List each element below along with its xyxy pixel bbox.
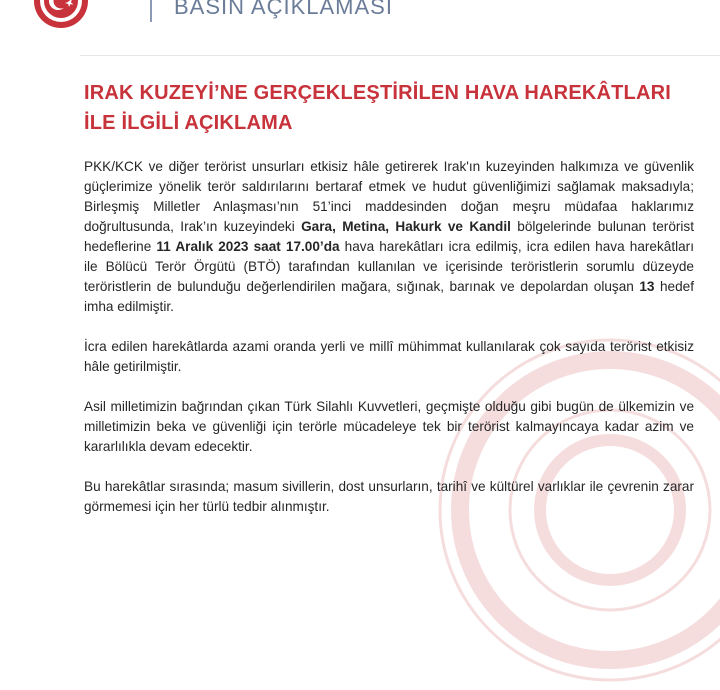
paragraph-1 [84, 157, 694, 317]
p1-text-3: hava harekâtları icra edilmiş, icra edilen hava harekâtları ile Bölücü Terör Örgütü (BTÖ) tarafından kullanılan ve içerisinde teröristlerin sorumlu düzeyde teröristlerin de bulunduğu değerlendirilen mağara, sığınak, barınak ve depolardan oluşan [84, 239, 694, 294]
page-title [84, 78, 684, 138]
p1-bold-count: 13 [639, 279, 655, 294]
header-rule [80, 55, 720, 56]
p1-text-4: hedef imha edilmiştir. [84, 279, 694, 314]
p1-text-1: PKK/KCK ve diğer terörist unsurları etkisiz hâle getirerek Irak'ın kuzeyinden halkımıza ve güvenlik güçlerimize yönelik terör saldırılarını bertaraf etmek ve hudut güvenliğimizi sağlamak maksadıyla; Birleşmiş Milletler Anlaşması’nın 51’inci maddesinden doğan meşru müdafaa haklarımız doğrultusunda, Irak’ın kuzeyindeki [84, 159, 694, 234]
p1-bold-date: 11 Aralık 2023 saat 17.00’da [156, 239, 340, 254]
title-line-2: İLE İLGİLİ AÇIKLAMA [84, 112, 293, 134]
statement-body [84, 157, 694, 537]
p1-text-2: bölgelerinde bulunan terörist hedeflerine [84, 219, 694, 254]
header [0, 0, 720, 20]
title-line-1: IRAK KUZEYİ’NE GERÇEKLEŞTİRİLEN HAVA HAREKÂTLARI [84, 82, 672, 104]
paragraph-2: İcra edilen harekâtlarda azami oranda yerli ve millî mühimmat kullanılarak çok sayıda terörist etkisiz hâle getirilmiştir. [84, 339, 694, 374]
ministry-emblem-logo [32, 0, 90, 30]
paragraph-4: Bu harekâtlar sırasında; masum sivillerin, dost unsurların, tarihî ve kültürel varlıklar ile çevrenin zarar görmemesi için her türlü tedbir alınmıştır. [84, 479, 694, 514]
p1-bold-regions: Gara, Metina, Hakurk ve Kandil [301, 219, 511, 234]
header-title: BASIN AÇIKLAMASI [174, 0, 393, 19]
header-divider [150, 0, 152, 22]
paragraph-3: Asil milletimizin bağrından çıkan Türk Silahlı Kuvvetleri, geçmişte olduğu gibi bugün de ülkemizin ve milletimizin beka ve güvenliği için terörle mücadeleye tek bir terörist kalmayıncaya kadar azim ve kararlılıkla devam edecektir. [84, 399, 694, 454]
